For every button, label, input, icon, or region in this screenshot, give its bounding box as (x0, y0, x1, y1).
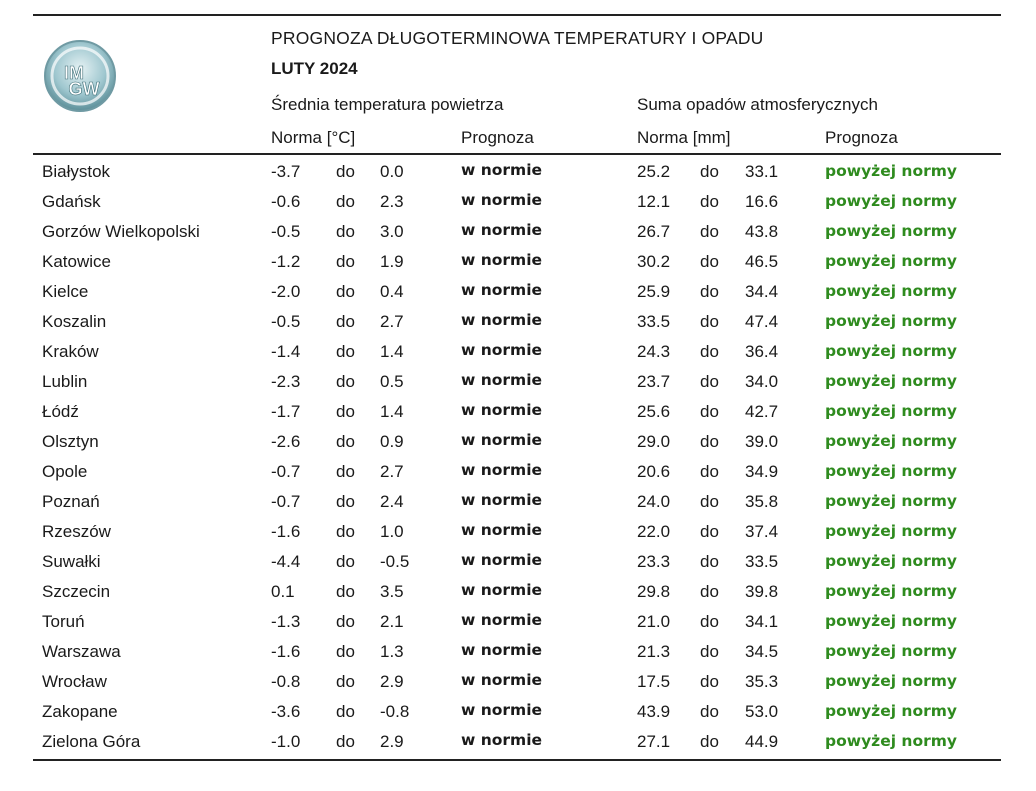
temp-norm-separator: do (336, 342, 355, 361)
precip-norm-max: 47.4 (745, 312, 779, 331)
temp-norm-min: -3.6 (271, 702, 301, 721)
table-row (0, 396, 1036, 426)
city-name: Łódź (42, 402, 79, 421)
temp-norm-max: 0.5 (380, 372, 404, 391)
precip-norm-min: 27.1 (637, 732, 671, 751)
temp-norm-separator: do (336, 192, 355, 211)
imgw-logo (42, 38, 118, 114)
precip-forecast: powyżej normy (825, 732, 957, 750)
city-name: Kraków (42, 342, 99, 361)
temp-norm-separator: do (336, 402, 355, 421)
precip-norm-max: 34.9 (745, 462, 779, 481)
table-row (0, 306, 1036, 336)
precip-forecast: powyżej normy (825, 312, 957, 330)
temp-forecast: w normie (461, 671, 543, 689)
temp-norm-min: -1.2 (271, 252, 301, 271)
temp-forecast: w normie (461, 551, 543, 569)
precip-forecast: powyżej normy (825, 552, 957, 570)
city-name: Wrocław (42, 672, 107, 691)
table-row (0, 456, 1036, 486)
city-name: Rzeszów (42, 522, 111, 541)
city-name: Szczecin (42, 582, 111, 601)
temp-norm-min: -0.7 (271, 462, 301, 481)
temp-norm-separator: do (336, 522, 355, 541)
temp-norm-separator: do (336, 672, 355, 691)
precip-forecast: powyżej normy (825, 672, 957, 690)
temp-norm-max: 1.4 (380, 342, 404, 361)
precip-norm-max: 43.8 (745, 222, 779, 241)
temp-norm-separator: do (336, 642, 355, 661)
city-name: Zakopane (42, 702, 118, 721)
temp-norm-max: 1.3 (380, 642, 404, 661)
temp-norm-min: -1.0 (271, 732, 301, 751)
precip-norm-separator: do (700, 672, 719, 691)
table-row (0, 726, 1036, 756)
temp-forecast: w normie (461, 521, 543, 539)
temp-norm-max: 0.9 (380, 432, 404, 451)
precip-forecast: powyżej normy (825, 342, 957, 360)
temp-norm-min: -0.6 (271, 192, 301, 211)
precip-norm-min: 29.8 (637, 582, 671, 601)
temp-norm-separator: do (336, 462, 355, 481)
precip-norm-separator: do (700, 402, 719, 421)
temp-norm-min: 0.1 (271, 582, 295, 601)
precip-norm-max: 39.8 (745, 582, 779, 601)
precip-norm-min: 21.0 (637, 612, 671, 631)
precip-forecast: powyżej normy (825, 522, 957, 540)
temp-norm-max: 3.0 (380, 222, 404, 241)
temp-norm-min: -1.4 (271, 342, 301, 361)
temp-forecast: w normie (461, 341, 543, 359)
header-divider (33, 153, 1001, 155)
precip-norm-min: 43.9 (637, 702, 671, 721)
city-name: Suwałki (42, 552, 101, 571)
temp-norm-min: -0.5 (271, 222, 301, 241)
svg-text:IM: IM (64, 63, 84, 83)
temp-forecast: w normie (461, 491, 543, 509)
precip-norm-min: 17.5 (637, 672, 671, 691)
temperature-section-heading: Średnia temperatura powietrza (271, 95, 504, 114)
table-row (0, 156, 1036, 186)
temp-norm-separator: do (336, 702, 355, 721)
precip-forecast: powyżej normy (825, 192, 957, 210)
temp-norm-max: -0.5 (380, 552, 410, 571)
precip-forecast: powyżej normy (825, 582, 957, 600)
table-row (0, 276, 1036, 306)
precip-norm-min: 23.7 (637, 372, 671, 391)
precip-norm-separator: do (700, 492, 719, 511)
temp-norm-min: -2.6 (271, 432, 301, 451)
precip-norm-separator: do (700, 372, 719, 391)
table-row (0, 636, 1036, 666)
city-name: Warszawa (42, 642, 121, 661)
precip-forecast: powyżej normy (825, 612, 957, 630)
temp-norm-min: -1.3 (271, 612, 301, 631)
precip-norm-separator: do (700, 252, 719, 271)
precip-norm-min: 30.2 (637, 252, 671, 271)
precip-norm-min: 26.7 (637, 222, 671, 241)
temp-norm-separator: do (336, 582, 355, 601)
precip-norm-max: 34.1 (745, 612, 779, 631)
temp-norm-min: -1.6 (271, 522, 301, 541)
temp-forecast: w normie (461, 431, 543, 449)
table-row (0, 576, 1036, 606)
precip-norm-max: 34.0 (745, 372, 779, 391)
temp-norm-max: 1.4 (380, 402, 404, 421)
precip-norm-separator: do (700, 282, 719, 301)
city-name: Lublin (42, 372, 88, 391)
precip-norm-max: 16.6 (745, 192, 779, 211)
table-row (0, 546, 1036, 576)
table-row (0, 216, 1036, 246)
temp-norm-max: 0.4 (380, 282, 404, 301)
temp-norm-min: -3.7 (271, 162, 301, 181)
temp-norm-separator: do (336, 432, 355, 451)
temp-forecast: w normie (461, 221, 543, 239)
table-row (0, 696, 1036, 726)
temp-forecast: w normie (461, 161, 543, 179)
temp-norm-column-header: Norma [°C] (271, 128, 356, 147)
precip-norm-min: 12.1 (637, 192, 671, 211)
table-row (0, 666, 1036, 696)
precip-norm-max: 37.4 (745, 522, 779, 541)
city-name: Kielce (42, 282, 89, 301)
table-row (0, 336, 1036, 366)
precip-norm-min: 33.5 (637, 312, 671, 331)
table-row (0, 426, 1036, 456)
temp-forecast: w normie (461, 401, 543, 419)
temp-norm-separator: do (336, 162, 355, 181)
city-name: Zielona Góra (42, 732, 141, 751)
precip-norm-separator: do (700, 552, 719, 571)
temp-norm-separator: do (336, 252, 355, 271)
top-divider (33, 14, 1001, 16)
bottom-divider (33, 759, 1001, 761)
precip-forecast: powyżej normy (825, 402, 957, 420)
precip-norm-max: 39.0 (745, 432, 779, 451)
temp-norm-max: 1.9 (380, 252, 404, 271)
precip-norm-separator: do (700, 522, 719, 541)
temp-forecast: w normie (461, 701, 543, 719)
precip-norm-separator: do (700, 222, 719, 241)
temp-norm-min: -0.8 (271, 672, 301, 691)
precip-norm-separator: do (700, 432, 719, 451)
temp-norm-max: 2.7 (380, 312, 404, 331)
city-name: Białystok (42, 162, 111, 181)
temp-norm-separator: do (336, 222, 355, 241)
temp-norm-max: 1.0 (380, 522, 404, 541)
precip-norm-separator: do (700, 462, 719, 481)
temp-norm-max: 2.9 (380, 672, 404, 691)
temp-norm-max: 3.5 (380, 582, 404, 601)
temp-norm-min: -2.3 (271, 372, 301, 391)
temp-norm-min: -2.0 (271, 282, 301, 301)
temp-forecast: w normie (461, 731, 543, 749)
temp-forecast: w normie (461, 371, 543, 389)
precip-norm-max: 36.4 (745, 342, 779, 361)
precip-norm-separator: do (700, 192, 719, 211)
precip-norm-max: 53.0 (745, 702, 779, 721)
precip-forecast: powyżej normy (825, 492, 957, 510)
precip-norm-separator: do (700, 612, 719, 631)
temp-norm-max: 0.0 (380, 162, 404, 181)
temp-norm-min: -0.7 (271, 492, 301, 511)
city-name: Toruń (42, 612, 85, 631)
temp-norm-min: -0.5 (271, 312, 301, 331)
precipitation-section-heading: Suma opadów atmosferycznych (637, 95, 878, 114)
precip-norm-column-header: Norma [mm] (637, 128, 731, 147)
temp-norm-separator: do (336, 552, 355, 571)
precip-norm-max: 34.4 (745, 282, 779, 301)
precip-forecast: powyżej normy (825, 642, 957, 660)
page-title: PROGNOZA DŁUGOTERMINOWA TEMPERATURY I OPADU (271, 28, 764, 48)
city-name: Gorzów Wielkopolski (42, 222, 200, 241)
page-subtitle: LUTY 2024 (271, 59, 358, 78)
forecast-table (0, 156, 1036, 756)
precip-norm-min: 20.6 (637, 462, 671, 481)
precip-norm-min: 25.2 (637, 162, 671, 181)
precip-norm-min: 21.3 (637, 642, 671, 661)
precip-norm-min: 25.6 (637, 402, 671, 421)
precip-norm-max: 33.1 (745, 162, 779, 181)
precip-forecast: powyżej normy (825, 282, 957, 300)
temp-forecast: w normie (461, 251, 543, 269)
precip-norm-separator: do (700, 642, 719, 661)
temp-norm-separator: do (336, 312, 355, 331)
temp-norm-separator: do (336, 372, 355, 391)
precip-norm-max: 35.8 (745, 492, 779, 511)
table-row (0, 606, 1036, 636)
precip-forecast: powyżej normy (825, 162, 957, 180)
temp-norm-max: 2.4 (380, 492, 404, 511)
table-row (0, 366, 1036, 396)
precip-norm-max: 34.5 (745, 642, 779, 661)
precip-norm-min: 24.3 (637, 342, 671, 361)
temp-norm-min: -1.7 (271, 402, 301, 421)
temp-forecast: w normie (461, 281, 543, 299)
temp-forecast: w normie (461, 611, 543, 629)
precip-norm-separator: do (700, 582, 719, 601)
precip-norm-min: 22.0 (637, 522, 671, 541)
city-name: Olsztyn (42, 432, 99, 451)
precip-norm-separator: do (700, 312, 719, 331)
temp-norm-max: 2.9 (380, 732, 404, 751)
temp-forecast: w normie (461, 461, 543, 479)
temp-norm-min: -1.6 (271, 642, 301, 661)
temp-norm-max: 2.1 (380, 612, 404, 631)
city-name: Opole (42, 462, 88, 481)
temp-norm-separator: do (336, 732, 355, 751)
temp-norm-separator: do (336, 612, 355, 631)
city-name: Koszalin (42, 312, 107, 331)
table-row (0, 486, 1036, 516)
temp-forecast-column-header: Prognoza (461, 128, 534, 147)
table-row (0, 246, 1036, 276)
precip-forecast: powyżej normy (825, 252, 957, 270)
temp-forecast: w normie (461, 641, 543, 659)
precip-forecast: powyżej normy (825, 432, 957, 450)
city-name: Katowice (42, 252, 111, 271)
temp-norm-separator: do (336, 282, 355, 301)
precip-norm-min: 23.3 (637, 552, 671, 571)
precip-norm-separator: do (700, 702, 719, 721)
temp-norm-max: 2.7 (380, 462, 404, 481)
temp-forecast: w normie (461, 191, 543, 209)
precip-norm-max: 42.7 (745, 402, 779, 421)
precip-norm-separator: do (700, 732, 719, 751)
city-name: Poznań (42, 492, 100, 511)
svg-text:GW: GW (68, 79, 100, 99)
precip-forecast-column-header: Prognoza (825, 128, 898, 147)
temp-norm-max: 2.3 (380, 192, 404, 211)
city-name: Gdańsk (42, 192, 101, 211)
precip-norm-min: 29.0 (637, 432, 671, 451)
temp-norm-separator: do (336, 492, 355, 511)
precip-forecast: powyżej normy (825, 462, 957, 480)
precip-norm-max: 44.9 (745, 732, 779, 751)
precip-norm-max: 33.5 (745, 552, 779, 571)
precip-norm-separator: do (700, 342, 719, 361)
precip-norm-max: 46.5 (745, 252, 779, 271)
precip-forecast: powyżej normy (825, 222, 957, 240)
precip-forecast: powyżej normy (825, 702, 957, 720)
precip-norm-min: 24.0 (637, 492, 671, 511)
temp-forecast: w normie (461, 581, 543, 599)
table-row (0, 516, 1036, 546)
precip-forecast: powyżej normy (825, 372, 957, 390)
temp-forecast: w normie (461, 311, 543, 329)
table-row (0, 186, 1036, 216)
temp-norm-min: -4.4 (271, 552, 301, 571)
precip-norm-max: 35.3 (745, 672, 779, 691)
temp-norm-max: -0.8 (380, 702, 410, 721)
precip-norm-min: 25.9 (637, 282, 671, 301)
precip-norm-separator: do (700, 162, 719, 181)
